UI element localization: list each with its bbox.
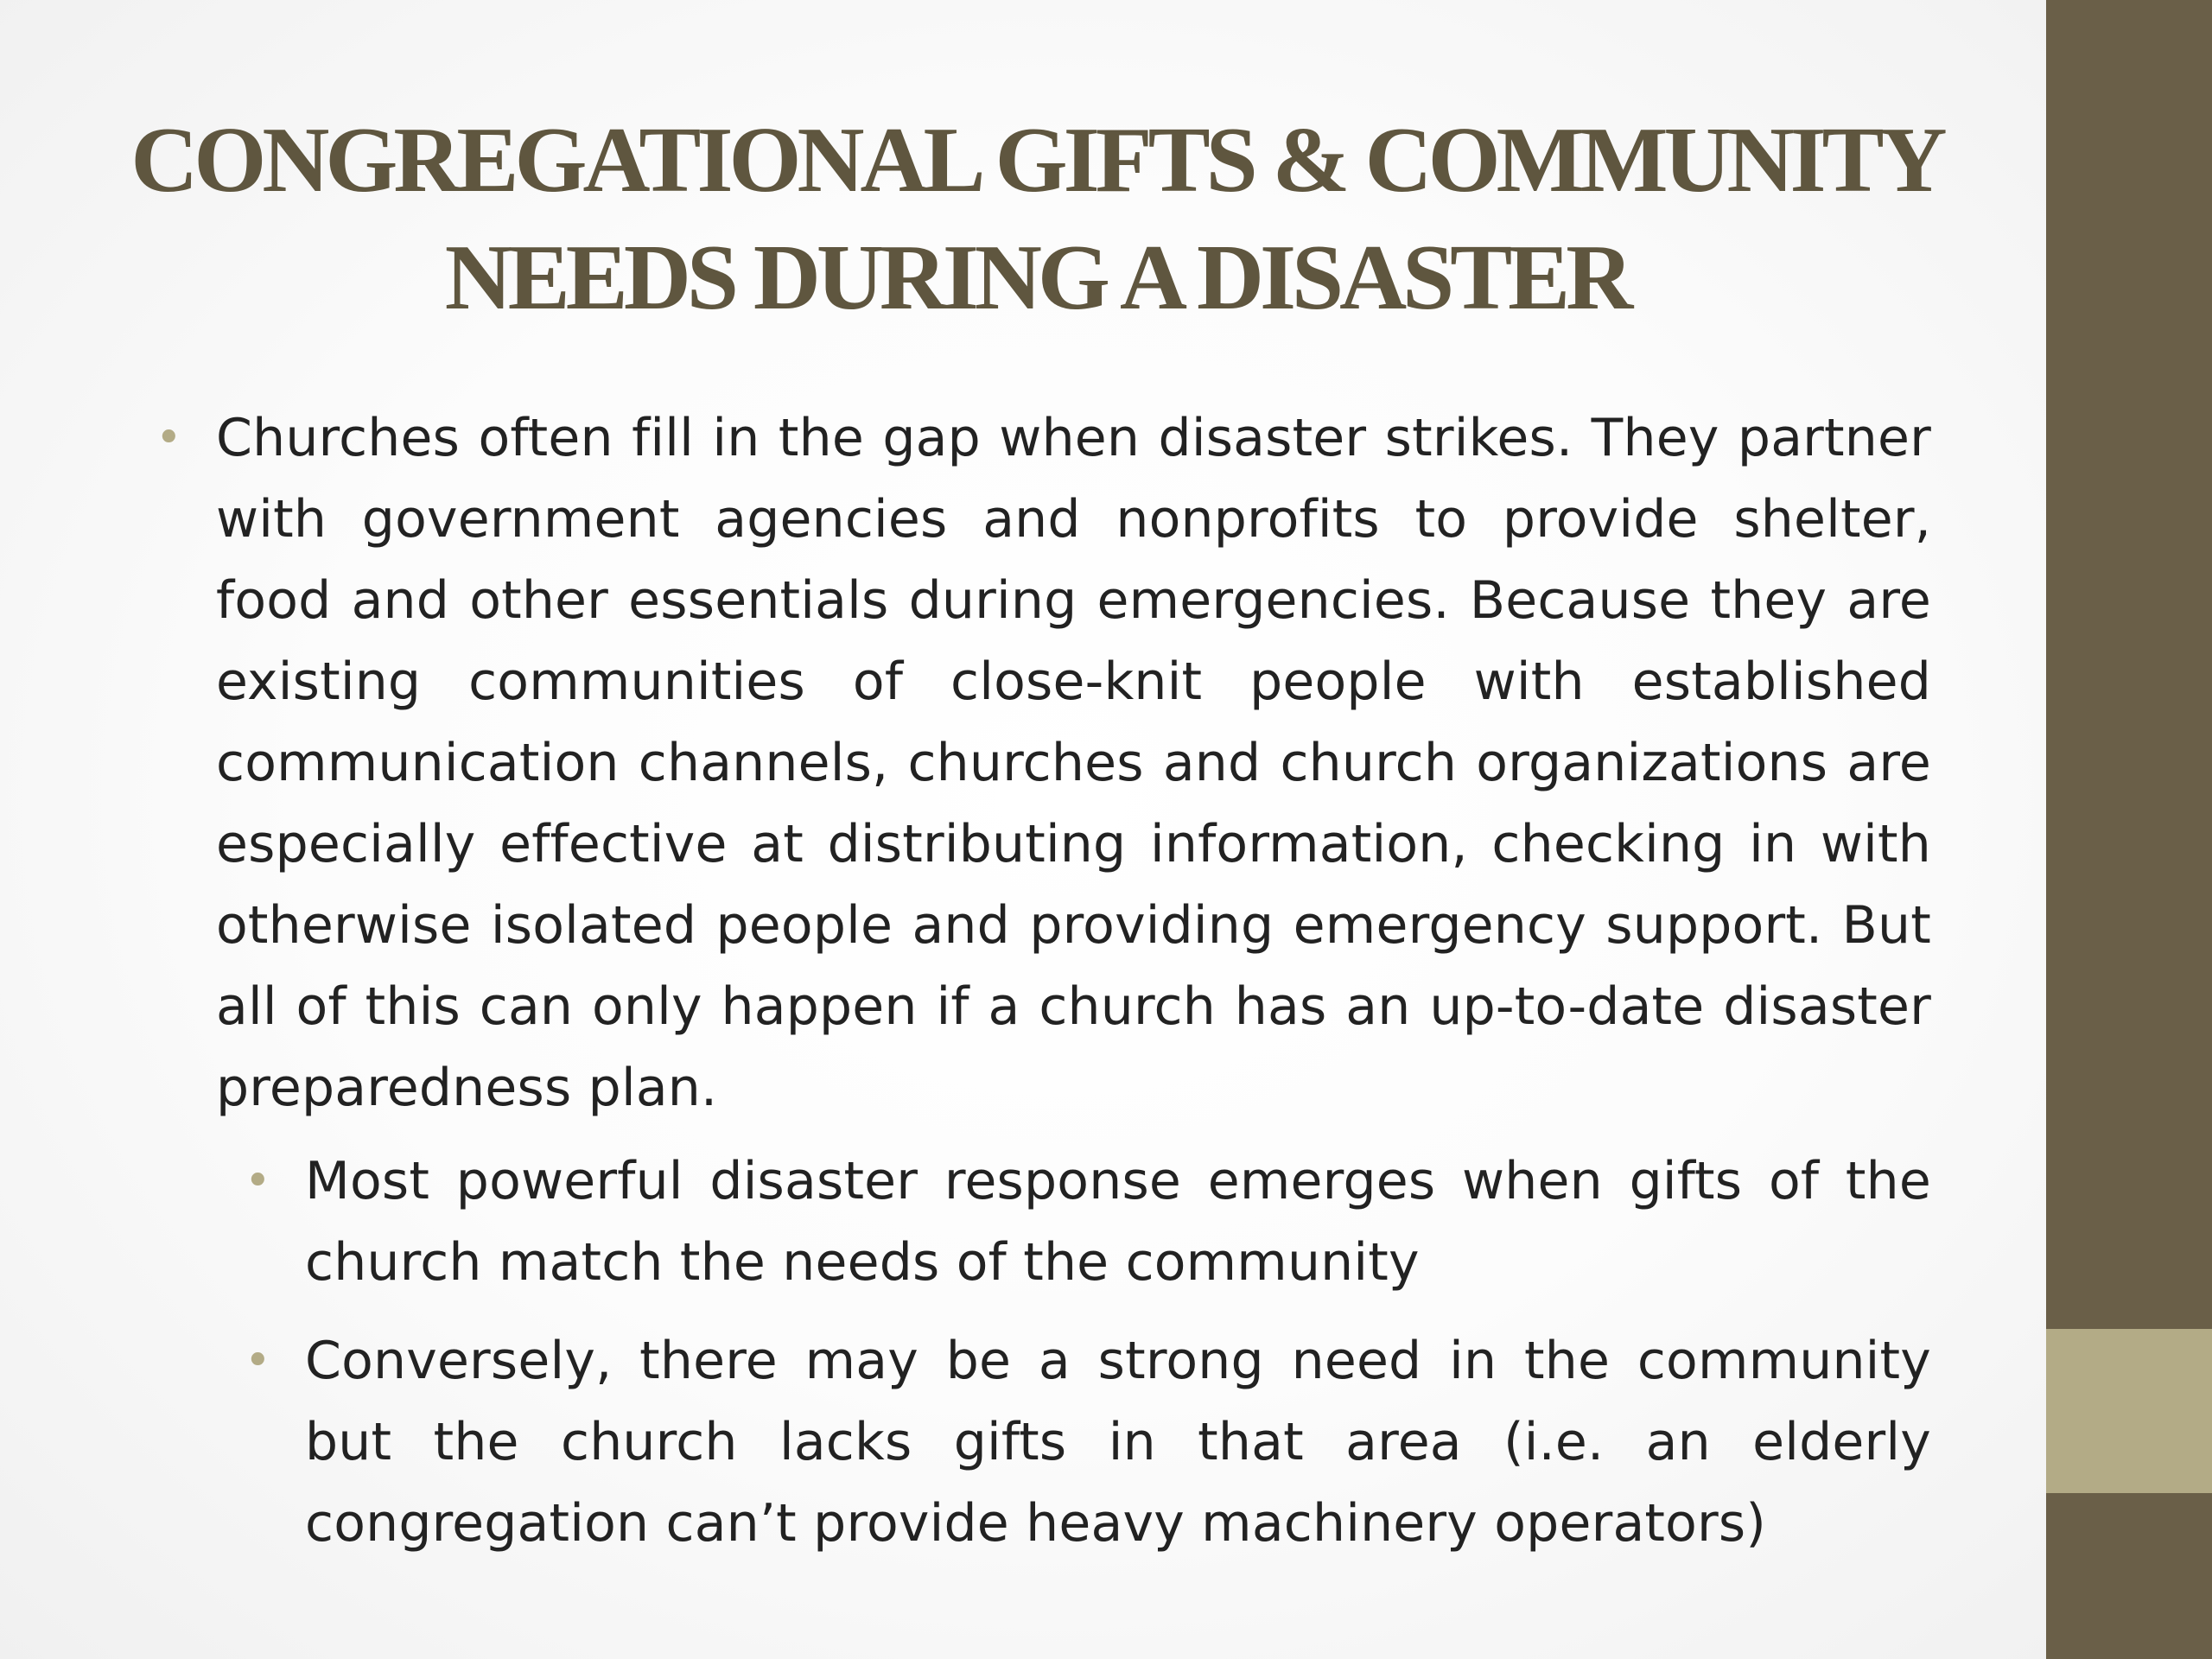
decorative-side-bar-accent [2046, 1329, 2212, 1493]
bullet-text-1: Churches often fill in the gap when disaster strikes. They partner with government agencies and nonprofits to provide shelter, food and other essentials during emergencies. Because they are existing communities of close-knit people with established communication channels, churches and church organizations are especially effective at distributing information, checking in with otherwise isolated people and providing emergency support. But all of this can only happen if a church has an up-to-date disaster preparedness plan. [216, 408, 1931, 1118]
sub-bullet-item-1 [240, 1141, 1931, 1303]
bullet-dot-icon: • [245, 1335, 271, 1387]
bullet-dot-icon: • [245, 1155, 271, 1207]
sub-bullet-text-1: Most powerful disaster response emerges when gifts of the church match the needs of the community [305, 1151, 1931, 1293]
slide-title [130, 102, 1944, 337]
decorative-side-bar [2046, 0, 2212, 1659]
slide-title-line-2: NEEDS DURING A DISASTER [444, 226, 1630, 329]
bullet-item-1 [151, 397, 1931, 1128]
sub-bullet-text-2: Conversely, there may be a strong need in the community but the church lacks gifts in that area (i.e. an elderly congregation can’t provide heavy machinery operators) [305, 1331, 1931, 1554]
slide-title-line-1: CONGREGATIONAL GIFTS & COMMUNITY [130, 109, 1943, 212]
slide-body [151, 397, 1931, 1564]
bullet-dot-icon: • [156, 412, 182, 464]
sub-bullet-item-2 [240, 1320, 1931, 1564]
